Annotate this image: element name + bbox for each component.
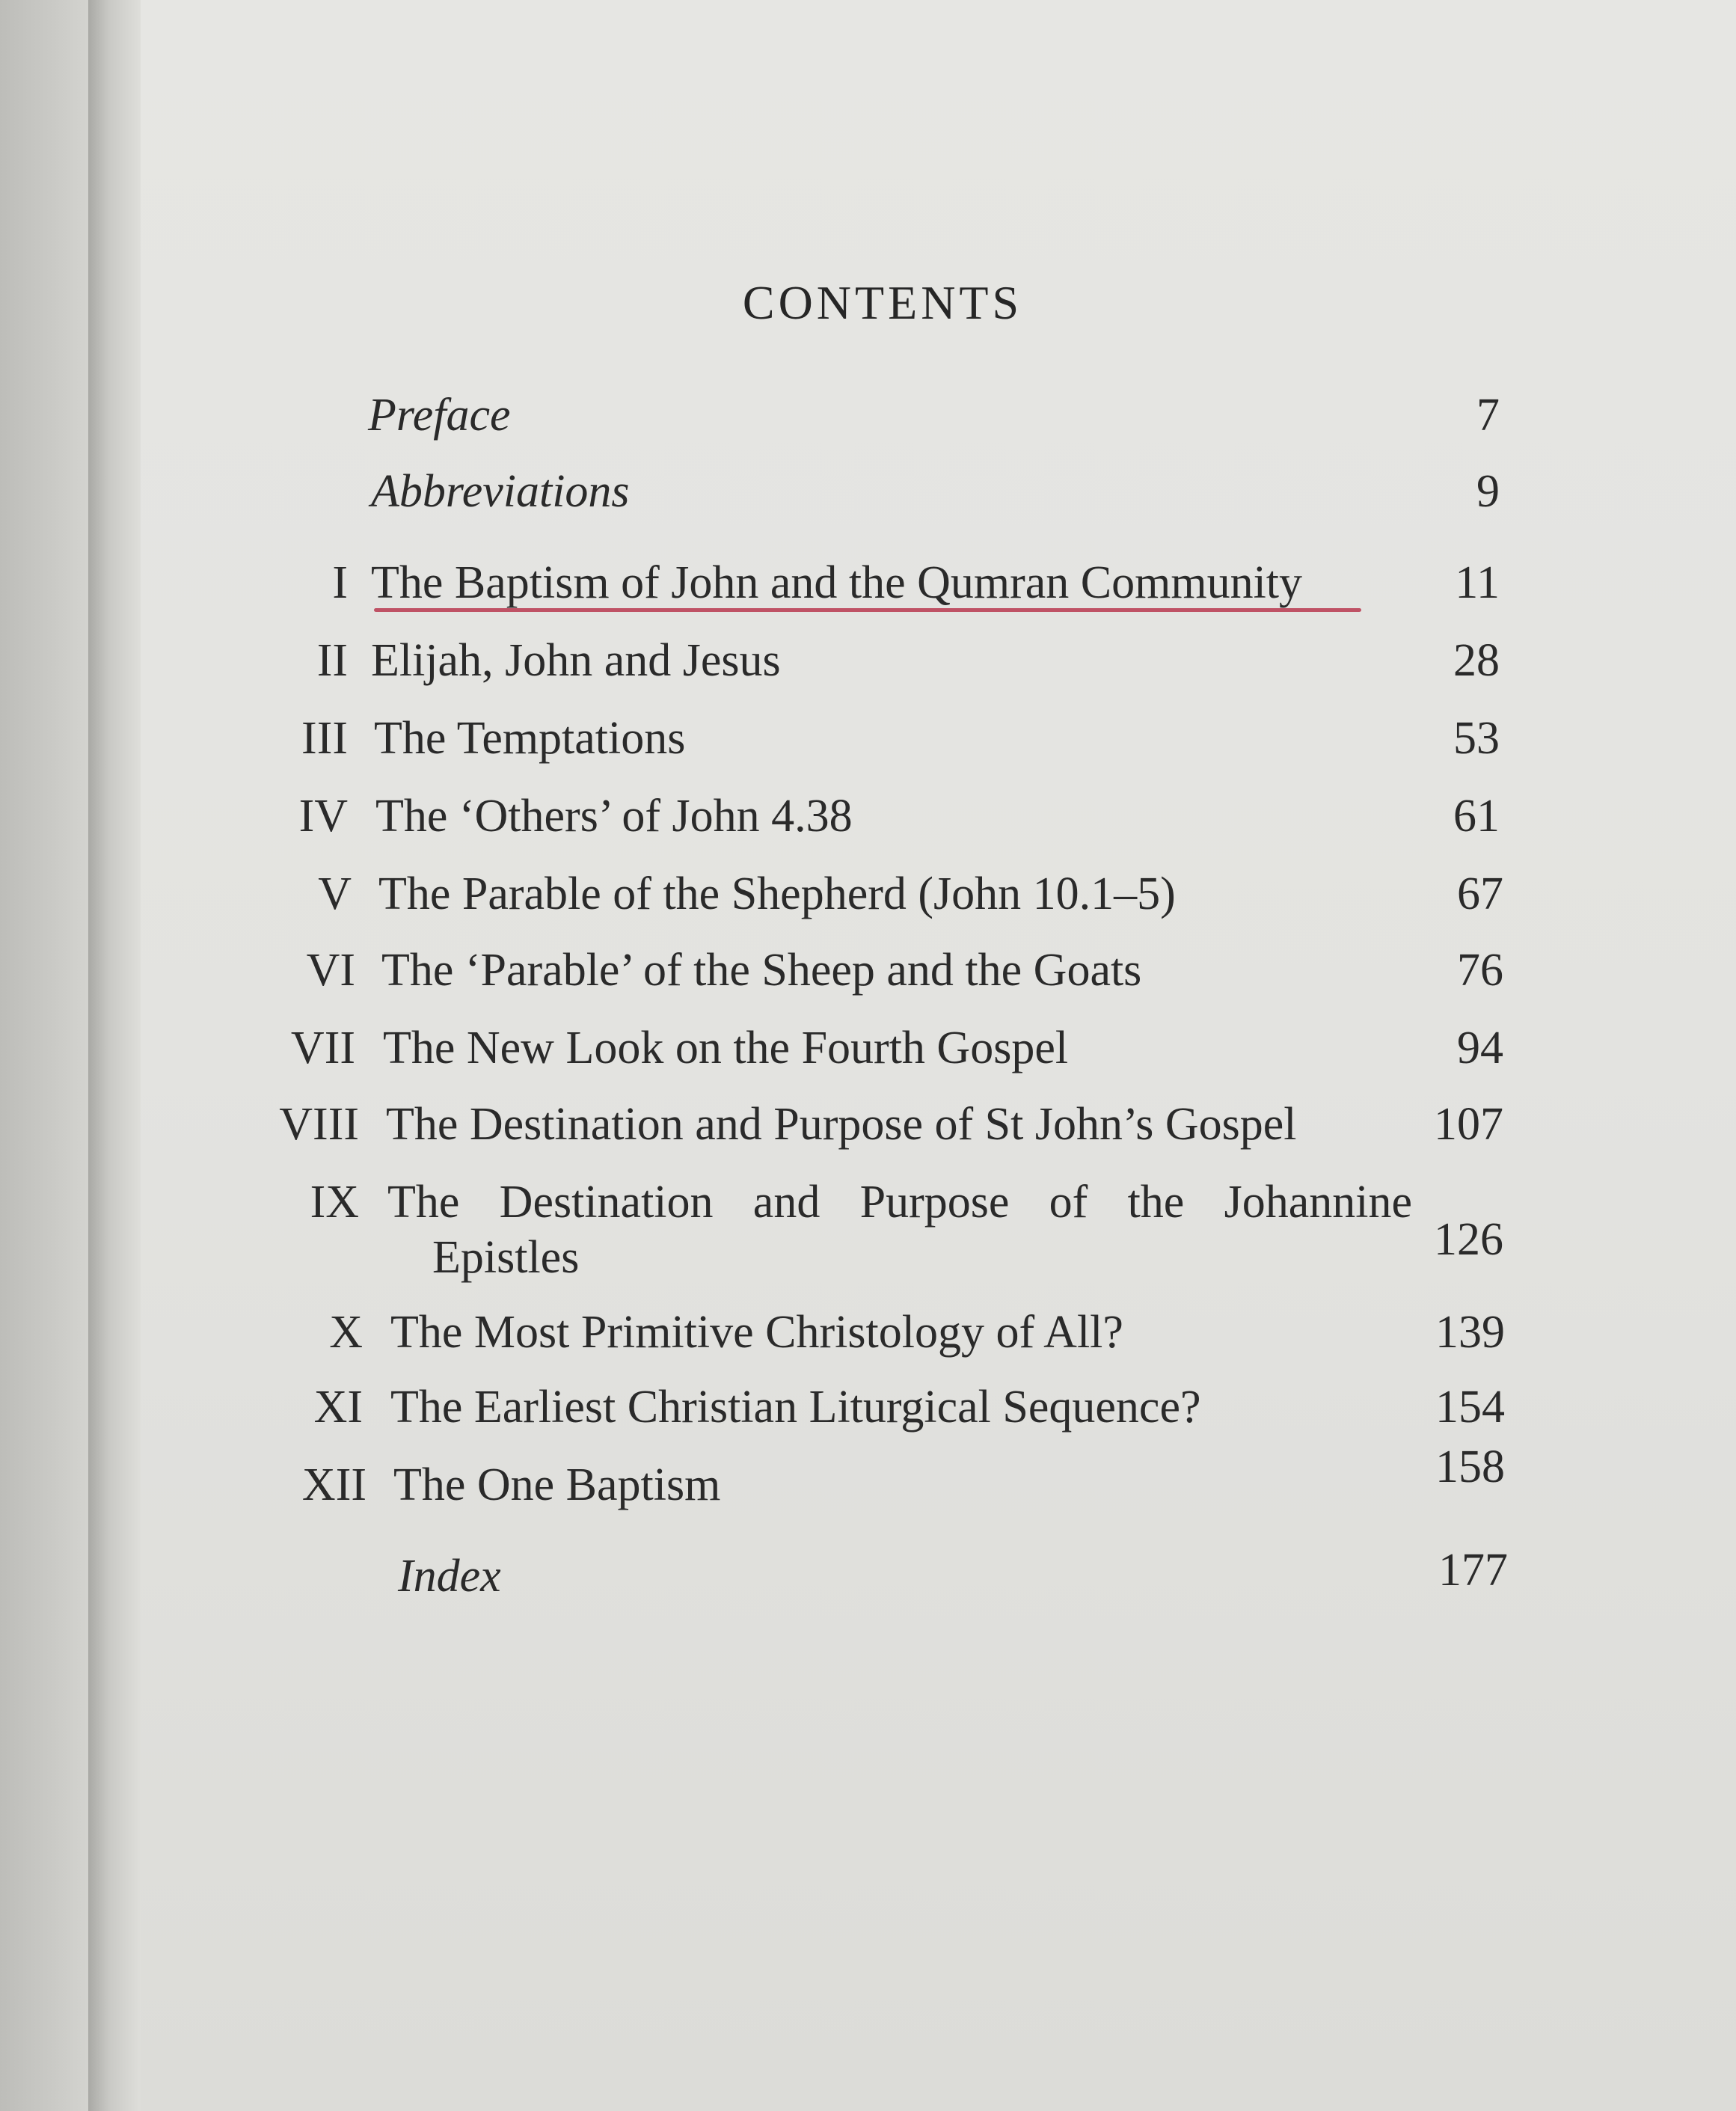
entry-title: The Parable of the Shepherd (John 10.1–5) <box>378 868 1176 919</box>
entry-title: The Most Primitive Christology of All? <box>390 1307 1123 1358</box>
entry-title: The One Baptism <box>393 1459 721 1510</box>
chapter-number: X <box>329 1307 363 1358</box>
entry-title: Abbreviations <box>371 466 630 517</box>
entry-title-continuation: Epistles <box>432 1232 580 1283</box>
chapter-number: III <box>301 713 348 764</box>
chapter-number: VIII <box>279 1099 359 1150</box>
entry-title: The Destination and Purpose of St John’s Gospel <box>386 1099 1297 1150</box>
red-pen-underline <box>374 608 1361 612</box>
entry-page: 126 <box>1434 1214 1503 1265</box>
entry-title: The Destination and Purpose of the Johannine <box>387 1177 1412 1228</box>
chapter-number: II <box>316 635 348 686</box>
entry-page: 11 <box>1455 557 1500 608</box>
entry-title: The Baptism of John and the Qumran Community <box>371 557 1303 608</box>
entry-page: 158 <box>1435 1441 1505 1492</box>
entry-page: 9 <box>1476 466 1500 517</box>
entry-title: The New Look on the Fourth Gospel <box>383 1023 1069 1073</box>
entry-title: The ‘Parable’ of the Sheep and the Goats <box>381 945 1142 996</box>
entry-page: 139 <box>1435 1307 1505 1358</box>
chapter-number: V <box>318 868 352 919</box>
entry-title: The Earliest Christian Liturgical Sequence? <box>390 1382 1201 1433</box>
entry-title: The ‘Others’ of John 4.38 <box>375 791 853 842</box>
entry-page: 154 <box>1435 1382 1505 1433</box>
chapter-number: XI <box>313 1382 363 1433</box>
chapter-number: XII <box>301 1459 366 1510</box>
entry-title: The Temptations <box>374 713 686 764</box>
entry-title: Index <box>398 1551 501 1602</box>
chapter-number: VII <box>290 1023 355 1073</box>
entry-page: 107 <box>1434 1099 1503 1150</box>
chapter-number: IV <box>298 791 348 842</box>
entry-page: 61 <box>1453 791 1500 842</box>
entry-page: 67 <box>1457 868 1503 919</box>
entry-page: 7 <box>1476 390 1500 441</box>
chapter-number: VI <box>306 945 355 996</box>
entry-page: 53 <box>1453 713 1500 764</box>
entry-title: Elijah, John and Jesus <box>371 635 781 686</box>
entry-page: 76 <box>1457 945 1503 996</box>
contents-heading: CONTENTS <box>742 276 1023 329</box>
entry-page: 28 <box>1453 635 1500 686</box>
chapter-number: I <box>332 557 348 608</box>
entry-title: Preface <box>368 390 511 441</box>
entry-page: 177 <box>1438 1545 1508 1596</box>
chapter-number: IX <box>310 1177 359 1228</box>
entry-page: 94 <box>1457 1023 1503 1073</box>
